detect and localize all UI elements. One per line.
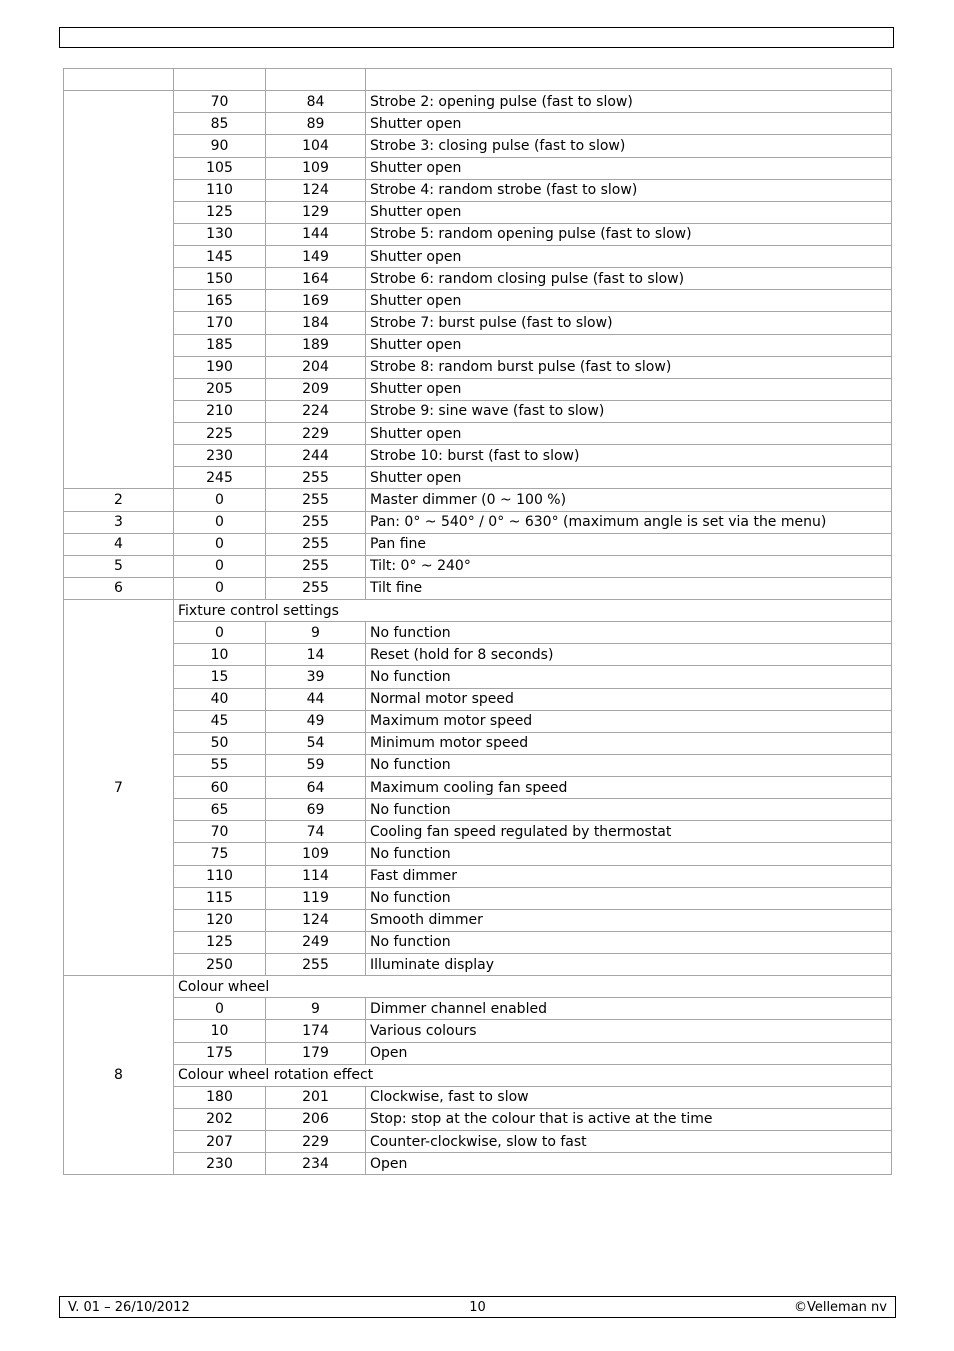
value-from-cell: 230 xyxy=(174,1153,266,1175)
function-cell: Cooling fan speed regulated by thermostat xyxy=(366,821,892,843)
value-to-cell: 84 xyxy=(266,91,366,113)
table-row xyxy=(64,312,892,334)
table-row xyxy=(64,246,892,268)
header-cell xyxy=(366,69,892,91)
function-cell: Dimmer channel enabled xyxy=(366,998,892,1020)
table-row xyxy=(64,732,892,754)
table-row xyxy=(64,400,892,422)
dmx-channel-table xyxy=(63,68,892,1175)
value-to-cell: 201 xyxy=(266,1086,366,1108)
table-row xyxy=(64,135,892,157)
function-cell: Strobe 6: random closing pulse (fast to slow) xyxy=(366,268,892,290)
channel-number-cell: 3 xyxy=(64,511,174,533)
value-from-cell: 210 xyxy=(174,400,266,422)
function-cell: Normal motor speed xyxy=(366,688,892,710)
value-from-cell: 225 xyxy=(174,423,266,445)
value-from-cell: 110 xyxy=(174,179,266,201)
value-to-cell: 74 xyxy=(266,821,366,843)
table-row xyxy=(64,799,892,821)
value-to-cell: 109 xyxy=(266,843,366,865)
value-to-cell: 206 xyxy=(266,1108,366,1130)
table-row xyxy=(64,223,892,245)
value-to-cell: 14 xyxy=(266,644,366,666)
table-row xyxy=(64,378,892,400)
table-row xyxy=(64,954,892,976)
value-from-cell: 0 xyxy=(174,998,266,1020)
value-from-cell: 0 xyxy=(174,555,266,577)
value-from-cell: 115 xyxy=(174,887,266,909)
table-row xyxy=(64,887,892,909)
header-cell xyxy=(266,69,366,91)
footer-copyright: ©Velleman nv xyxy=(793,1300,887,1315)
function-cell: No function xyxy=(366,622,892,644)
value-to-cell: 255 xyxy=(266,489,366,511)
value-to-cell: 209 xyxy=(266,378,366,400)
function-cell: Shutter open xyxy=(366,423,892,445)
value-from-cell: 0 xyxy=(174,489,266,511)
value-from-cell: 50 xyxy=(174,732,266,754)
value-from-cell: 110 xyxy=(174,865,266,887)
value-to-cell: 255 xyxy=(266,577,366,599)
value-to-cell: 255 xyxy=(266,533,366,555)
table-row xyxy=(64,688,892,710)
function-cell: Tilt fine xyxy=(366,577,892,599)
function-cell: Strobe 10: burst (fast to slow) xyxy=(366,445,892,467)
function-cell: Maximum motor speed xyxy=(366,710,892,732)
section-title-cell: Colour wheel xyxy=(174,976,892,998)
function-cell: No function xyxy=(366,754,892,776)
function-cell: Fast dimmer xyxy=(366,865,892,887)
channel-number-cell: 6 xyxy=(64,577,174,599)
function-cell: Strobe 3: closing pulse (fast to slow) xyxy=(366,135,892,157)
value-from-cell: 70 xyxy=(174,91,266,113)
value-from-cell: 180 xyxy=(174,1086,266,1108)
value-to-cell: 249 xyxy=(266,931,366,953)
value-from-cell: 75 xyxy=(174,843,266,865)
value-to-cell: 89 xyxy=(266,113,366,135)
function-cell: Strobe 5: random opening pulse (fast to slow) xyxy=(366,223,892,245)
function-cell: Shutter open xyxy=(366,157,892,179)
header-cell xyxy=(64,69,174,91)
table-row xyxy=(64,511,892,533)
value-to-cell: 244 xyxy=(266,445,366,467)
channel-number-cell: 4 xyxy=(64,533,174,555)
value-to-cell: 54 xyxy=(266,732,366,754)
table-row xyxy=(64,445,892,467)
table-row xyxy=(64,533,892,555)
function-cell: Shutter open xyxy=(366,246,892,268)
table-row xyxy=(64,113,892,135)
function-cell: Shutter open xyxy=(366,378,892,400)
table-row xyxy=(64,1131,892,1153)
value-to-cell: 9 xyxy=(266,998,366,1020)
table-row xyxy=(64,1108,892,1130)
function-cell: Maximum cooling fan speed xyxy=(366,777,892,799)
value-from-cell: 125 xyxy=(174,931,266,953)
value-to-cell: 44 xyxy=(266,688,366,710)
value-from-cell: 165 xyxy=(174,290,266,312)
channel-number-cell: 2 xyxy=(64,489,174,511)
value-from-cell: 250 xyxy=(174,954,266,976)
value-from-cell: 0 xyxy=(174,533,266,555)
channel-number-cell: 7 xyxy=(64,600,174,976)
value-to-cell: 255 xyxy=(266,511,366,533)
page-header-box xyxy=(59,27,894,48)
section-title-cell: Colour wheel rotation effect xyxy=(174,1064,892,1086)
function-cell: No function xyxy=(366,931,892,953)
value-to-cell: 64 xyxy=(266,777,366,799)
table-row xyxy=(64,1086,892,1108)
function-cell: Pan: 0° ~ 540° / 0° ~ 630° (maximum angle is set via the menu) xyxy=(366,511,892,533)
value-to-cell: 149 xyxy=(266,246,366,268)
value-from-cell: 245 xyxy=(174,467,266,489)
value-to-cell: 169 xyxy=(266,290,366,312)
value-to-cell: 69 xyxy=(266,799,366,821)
function-cell: No function xyxy=(366,799,892,821)
table-row xyxy=(64,290,892,312)
function-cell: Clockwise, fast to slow xyxy=(366,1086,892,1108)
table-row xyxy=(64,931,892,953)
value-from-cell: 125 xyxy=(174,201,266,223)
function-cell: Open xyxy=(366,1153,892,1175)
value-to-cell: 144 xyxy=(266,223,366,245)
value-from-cell: 15 xyxy=(174,666,266,688)
value-from-cell: 55 xyxy=(174,754,266,776)
footer-version: V. 01 – 26/10/2012 xyxy=(68,1300,190,1315)
table-row xyxy=(64,754,892,776)
value-from-cell: 60 xyxy=(174,777,266,799)
table-row xyxy=(64,1064,892,1086)
page-footer xyxy=(59,1296,896,1318)
value-to-cell: 114 xyxy=(266,865,366,887)
table-row xyxy=(64,909,892,931)
table-row xyxy=(64,157,892,179)
header-cell xyxy=(174,69,266,91)
table-header-row xyxy=(64,69,892,91)
value-from-cell: 202 xyxy=(174,1108,266,1130)
value-from-cell: 105 xyxy=(174,157,266,179)
table-row xyxy=(64,865,892,887)
section-title-cell: Fixture control settings xyxy=(174,600,892,622)
value-from-cell: 10 xyxy=(174,1020,266,1042)
table-row xyxy=(64,843,892,865)
value-from-cell: 45 xyxy=(174,710,266,732)
function-cell: Strobe 2: opening pulse (fast to slow) xyxy=(366,91,892,113)
function-cell: Shutter open xyxy=(366,201,892,223)
function-cell: Shutter open xyxy=(366,334,892,356)
table-row xyxy=(64,1042,892,1064)
function-cell: Open xyxy=(366,1042,892,1064)
value-to-cell: 124 xyxy=(266,909,366,931)
value-to-cell: 204 xyxy=(266,356,366,378)
table-row xyxy=(64,467,892,489)
value-from-cell: 85 xyxy=(174,113,266,135)
value-from-cell: 145 xyxy=(174,246,266,268)
function-cell: Master dimmer (0 ~ 100 %) xyxy=(366,489,892,511)
value-to-cell: 224 xyxy=(266,400,366,422)
table-row xyxy=(64,998,892,1020)
table-row xyxy=(64,423,892,445)
table-row xyxy=(64,91,892,113)
value-to-cell: 234 xyxy=(266,1153,366,1175)
value-from-cell: 40 xyxy=(174,688,266,710)
function-cell: Shutter open xyxy=(366,290,892,312)
value-from-cell: 65 xyxy=(174,799,266,821)
value-from-cell: 10 xyxy=(174,644,266,666)
value-to-cell: 255 xyxy=(266,954,366,976)
function-cell: Shutter open xyxy=(366,467,892,489)
value-to-cell: 9 xyxy=(266,622,366,644)
table-row xyxy=(64,555,892,577)
value-from-cell: 150 xyxy=(174,268,266,290)
function-cell: Strobe 8: random burst pulse (fast to slow) xyxy=(366,356,892,378)
function-cell: Tilt: 0° ~ 240° xyxy=(366,555,892,577)
value-to-cell: 49 xyxy=(266,710,366,732)
table-row xyxy=(64,1020,892,1042)
table-row xyxy=(64,179,892,201)
value-from-cell: 120 xyxy=(174,909,266,931)
function-cell: Pan fine xyxy=(366,533,892,555)
value-from-cell: 170 xyxy=(174,312,266,334)
value-to-cell: 39 xyxy=(266,666,366,688)
value-from-cell: 90 xyxy=(174,135,266,157)
function-cell: Strobe 9: sine wave (fast to slow) xyxy=(366,400,892,422)
table-row xyxy=(64,600,892,622)
value-from-cell: 70 xyxy=(174,821,266,843)
value-from-cell: 0 xyxy=(174,511,266,533)
value-to-cell: 104 xyxy=(266,135,366,157)
table-row xyxy=(64,268,892,290)
value-from-cell: 175 xyxy=(174,1042,266,1064)
value-from-cell: 130 xyxy=(174,223,266,245)
table-row xyxy=(64,644,892,666)
value-from-cell: 185 xyxy=(174,334,266,356)
footer-page-number: 10 xyxy=(469,1300,486,1315)
table-row xyxy=(64,622,892,644)
table-row xyxy=(64,821,892,843)
table-row xyxy=(64,1153,892,1175)
function-cell: Counter-clockwise, slow to fast xyxy=(366,1131,892,1153)
table-row xyxy=(64,577,892,599)
function-cell: Minimum motor speed xyxy=(366,732,892,754)
function-cell: Strobe 4: random strobe (fast to slow) xyxy=(366,179,892,201)
value-to-cell: 124 xyxy=(266,179,366,201)
value-to-cell: 189 xyxy=(266,334,366,356)
value-to-cell: 109 xyxy=(266,157,366,179)
value-to-cell: 255 xyxy=(266,467,366,489)
value-from-cell: 0 xyxy=(174,622,266,644)
function-cell: Various colours xyxy=(366,1020,892,1042)
function-cell: No function xyxy=(366,666,892,688)
table-row xyxy=(64,201,892,223)
function-cell: No function xyxy=(366,843,892,865)
value-to-cell: 255 xyxy=(266,555,366,577)
table-row xyxy=(64,334,892,356)
value-to-cell: 229 xyxy=(266,423,366,445)
value-to-cell: 164 xyxy=(266,268,366,290)
function-cell: Reset (hold for 8 seconds) xyxy=(366,644,892,666)
value-to-cell: 59 xyxy=(266,754,366,776)
table-row xyxy=(64,976,892,998)
channel-number-cell: 8 xyxy=(64,976,174,1175)
value-to-cell: 184 xyxy=(266,312,366,334)
value-from-cell: 0 xyxy=(174,577,266,599)
function-cell: Smooth dimmer xyxy=(366,909,892,931)
function-cell: Shutter open xyxy=(366,113,892,135)
function-cell: Strobe 7: burst pulse (fast to slow) xyxy=(366,312,892,334)
table-row xyxy=(64,666,892,688)
table-row xyxy=(64,710,892,732)
value-to-cell: 119 xyxy=(266,887,366,909)
value-to-cell: 229 xyxy=(266,1131,366,1153)
value-to-cell: 129 xyxy=(266,201,366,223)
channel-number-cell: 5 xyxy=(64,555,174,577)
table-row xyxy=(64,489,892,511)
value-to-cell: 179 xyxy=(266,1042,366,1064)
value-from-cell: 190 xyxy=(174,356,266,378)
value-from-cell: 230 xyxy=(174,445,266,467)
channel-number-cell xyxy=(64,91,174,489)
value-to-cell: 174 xyxy=(266,1020,366,1042)
value-from-cell: 207 xyxy=(174,1131,266,1153)
table-row xyxy=(64,777,892,799)
function-cell: No function xyxy=(366,887,892,909)
function-cell: Stop: stop at the colour that is active at the time xyxy=(366,1108,892,1130)
table-row xyxy=(64,356,892,378)
function-cell: Illuminate display xyxy=(366,954,892,976)
value-from-cell: 205 xyxy=(174,378,266,400)
